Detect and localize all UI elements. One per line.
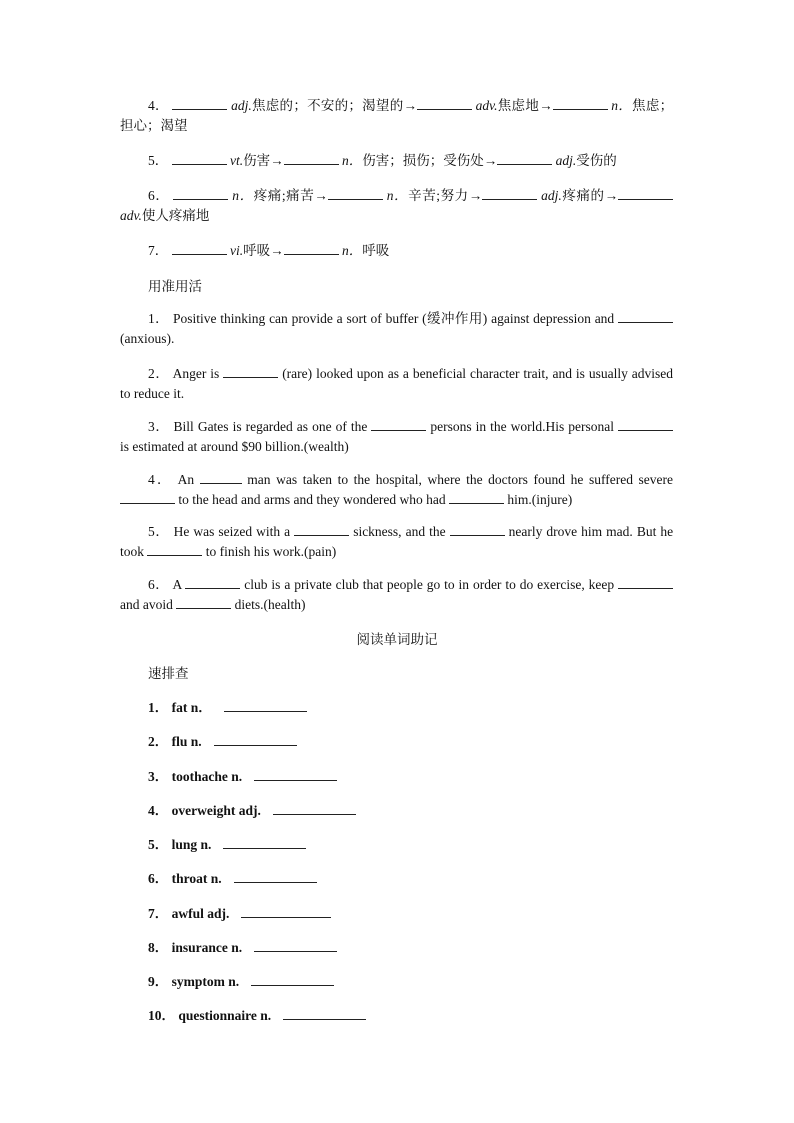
answer-line[interactable] xyxy=(254,768,337,781)
answer-blank[interactable] xyxy=(482,187,537,200)
sentence-text: Positive thinking can provide a sort of buffer (缓冲作用) against depression and xyxy=(172,311,615,326)
vocab-item: 4． overweight adj. xyxy=(148,799,356,819)
usage-item-1 xyxy=(120,309,673,349)
vocab-word: symptom n. xyxy=(171,974,240,989)
answer-blank[interactable] xyxy=(449,491,504,504)
meaning-text: 辛苦;努力→ xyxy=(408,188,483,203)
vocab-item: 7． awful adj. xyxy=(148,902,331,922)
meaning-text: 受伤的 xyxy=(576,153,617,168)
part-of-speech: n． xyxy=(232,188,254,203)
vocab-item: 5． lung n. xyxy=(148,833,306,853)
answer-line[interactable] xyxy=(223,836,306,849)
vocab-item: 3． toothache n. xyxy=(148,765,337,785)
sentence-text: to the head and arms and they wondered who had xyxy=(178,492,446,507)
vocab-word: fat n． xyxy=(171,700,212,715)
answer-blank[interactable] xyxy=(172,242,227,255)
answer-blank[interactable] xyxy=(553,97,608,110)
answer-blank[interactable] xyxy=(284,242,339,255)
meaning-text: 伤害；损伤；受伤处→ xyxy=(362,153,498,168)
part-of-speech: vt. xyxy=(230,153,244,168)
usage-heading: 用准用活 xyxy=(148,279,202,294)
vocab-item: 9． symptom n. xyxy=(148,970,334,990)
sentence-text: nearly drove him mad. But he took xyxy=(120,524,674,559)
vocab-word: lung n. xyxy=(171,837,212,852)
meaning-text: 呼吸→ xyxy=(243,243,284,258)
vocab-word: flu n. xyxy=(171,734,202,749)
part-of-speech: adj. xyxy=(555,153,577,168)
answer-line[interactable] xyxy=(283,1007,366,1020)
answer-blank[interactable] xyxy=(371,418,426,431)
item-number: 1． xyxy=(148,311,170,326)
sentence-text: club is a private club that people go to in order to do exercise, keep xyxy=(244,577,615,592)
answer-blank[interactable] xyxy=(450,523,505,536)
reading-section-heading: 阅读单词助记 xyxy=(356,632,438,647)
answer-line[interactable] xyxy=(234,870,317,883)
answer-blank[interactable] xyxy=(328,187,383,200)
sentence-text: An xyxy=(177,472,195,487)
usage-item-4 xyxy=(120,470,673,510)
vocab-word: throat n. xyxy=(171,871,222,886)
derivation-item-4 xyxy=(120,96,673,136)
meaning-text: 使人疼痛地 xyxy=(141,208,210,223)
sentence-text: and avoid xyxy=(120,597,173,612)
answer-line[interactable] xyxy=(214,733,297,746)
part-of-speech: adv. xyxy=(120,208,142,223)
item-number: 6． xyxy=(148,577,170,592)
sentence-text: A xyxy=(172,577,182,592)
sentence-text: him.(injure) xyxy=(507,492,573,507)
meaning-text: 焦虑；担心；渴望 xyxy=(120,98,674,133)
derivation-item-6 xyxy=(120,186,673,226)
vocab-word: overweight adj. xyxy=(171,803,261,818)
part-of-speech: n． xyxy=(611,98,633,113)
item-number: 7． xyxy=(148,243,169,258)
item-number: 6． xyxy=(148,188,170,203)
vocab-word: awful adj. xyxy=(171,906,230,921)
answer-line[interactable] xyxy=(273,802,356,815)
vocab-word: insurance n. xyxy=(171,940,243,955)
sentence-text: Bill Gates is regarded as one of the xyxy=(173,419,368,434)
usage-item-5 xyxy=(120,522,673,562)
vocab-item: 8． insurance n. xyxy=(148,936,337,956)
meaning-text: 焦虑地→ xyxy=(497,98,553,113)
vocab-item: 1． fat n． xyxy=(148,696,307,716)
meaning-text: 疼痛;痛苦→ xyxy=(253,188,328,203)
item-number: 4． xyxy=(148,472,173,487)
quick-check-heading: 速排查 xyxy=(148,666,189,681)
answer-blank[interactable] xyxy=(497,152,552,165)
answer-blank[interactable] xyxy=(172,97,227,110)
answer-blank[interactable] xyxy=(618,310,673,323)
answer-blank[interactable] xyxy=(172,152,227,165)
part-of-speech: n． xyxy=(342,153,363,168)
answer-blank[interactable] xyxy=(176,596,231,609)
usage-item-3 xyxy=(120,417,673,457)
sentence-text: is estimated at around $90 billion.(wealth) xyxy=(120,439,349,454)
sentence-text: (rare) looked upon as a beneficial character trait, and is usually advised to reduce it. xyxy=(120,366,674,401)
item-number: 3． xyxy=(148,419,170,434)
answer-blank[interactable] xyxy=(618,418,673,431)
part-of-speech: vi. xyxy=(230,243,244,258)
item-number: 4． xyxy=(148,98,169,113)
part-of-speech: adv. xyxy=(475,98,498,113)
item-number: 5． xyxy=(148,153,169,168)
part-of-speech: adj. xyxy=(541,188,562,203)
answer-blank[interactable] xyxy=(147,543,202,556)
sentence-text: persons in the world.His personal xyxy=(430,419,614,434)
vocab-word: toothache n. xyxy=(171,769,243,784)
sentence-text: to finish his work.(pain) xyxy=(205,544,337,559)
answer-blank[interactable] xyxy=(618,576,673,589)
vocab-item: 6． throat n. xyxy=(148,867,317,887)
usage-item-2 xyxy=(120,364,673,404)
answer-line[interactable] xyxy=(254,939,337,952)
answer-line[interactable] xyxy=(224,699,307,712)
answer-blank[interactable] xyxy=(284,152,339,165)
answer-blank[interactable] xyxy=(618,187,673,200)
sentence-text: sickness, and the xyxy=(353,524,446,539)
meaning-text: 呼吸 xyxy=(362,243,390,258)
part-of-speech: adj. xyxy=(231,98,252,113)
item-number: 2． xyxy=(148,366,170,381)
meaning-text: 疼痛的→ xyxy=(561,188,619,203)
sentence-text: diets.(health) xyxy=(234,597,306,612)
answer-blank[interactable] xyxy=(120,491,175,504)
sentence-text: Anger is xyxy=(172,366,220,381)
sentence-text: (anxious). xyxy=(120,331,175,346)
answer-blank[interactable] xyxy=(185,576,240,589)
answer-blank[interactable] xyxy=(200,471,242,484)
answer-line[interactable] xyxy=(241,905,331,918)
answer-line[interactable] xyxy=(251,973,334,986)
meaning-text: 伤害→ xyxy=(243,153,284,168)
usage-item-6 xyxy=(120,575,673,615)
vocab-item: 10． questionnaire n. xyxy=(148,1004,366,1024)
meaning-text: 焦虑的；不安的；渴望的→ xyxy=(251,98,417,113)
answer-blank[interactable] xyxy=(223,365,278,378)
answer-blank[interactable] xyxy=(417,97,472,110)
vocab-word: questionnaire n. xyxy=(178,1008,272,1023)
answer-blank[interactable] xyxy=(173,187,228,200)
vocab-item: 2． flu n. xyxy=(148,730,297,750)
answer-blank[interactable] xyxy=(294,523,349,536)
part-of-speech: n． xyxy=(342,243,363,258)
derivation-item-5 xyxy=(120,151,673,171)
derivation-item-7 xyxy=(120,241,673,261)
part-of-speech: n． xyxy=(386,188,409,203)
sentence-text: man was taken to the hospital, where the doctors found he suffered severe xyxy=(247,472,674,487)
sentence-text: He was seized with a xyxy=(173,524,291,539)
item-number: 5． xyxy=(148,524,170,539)
